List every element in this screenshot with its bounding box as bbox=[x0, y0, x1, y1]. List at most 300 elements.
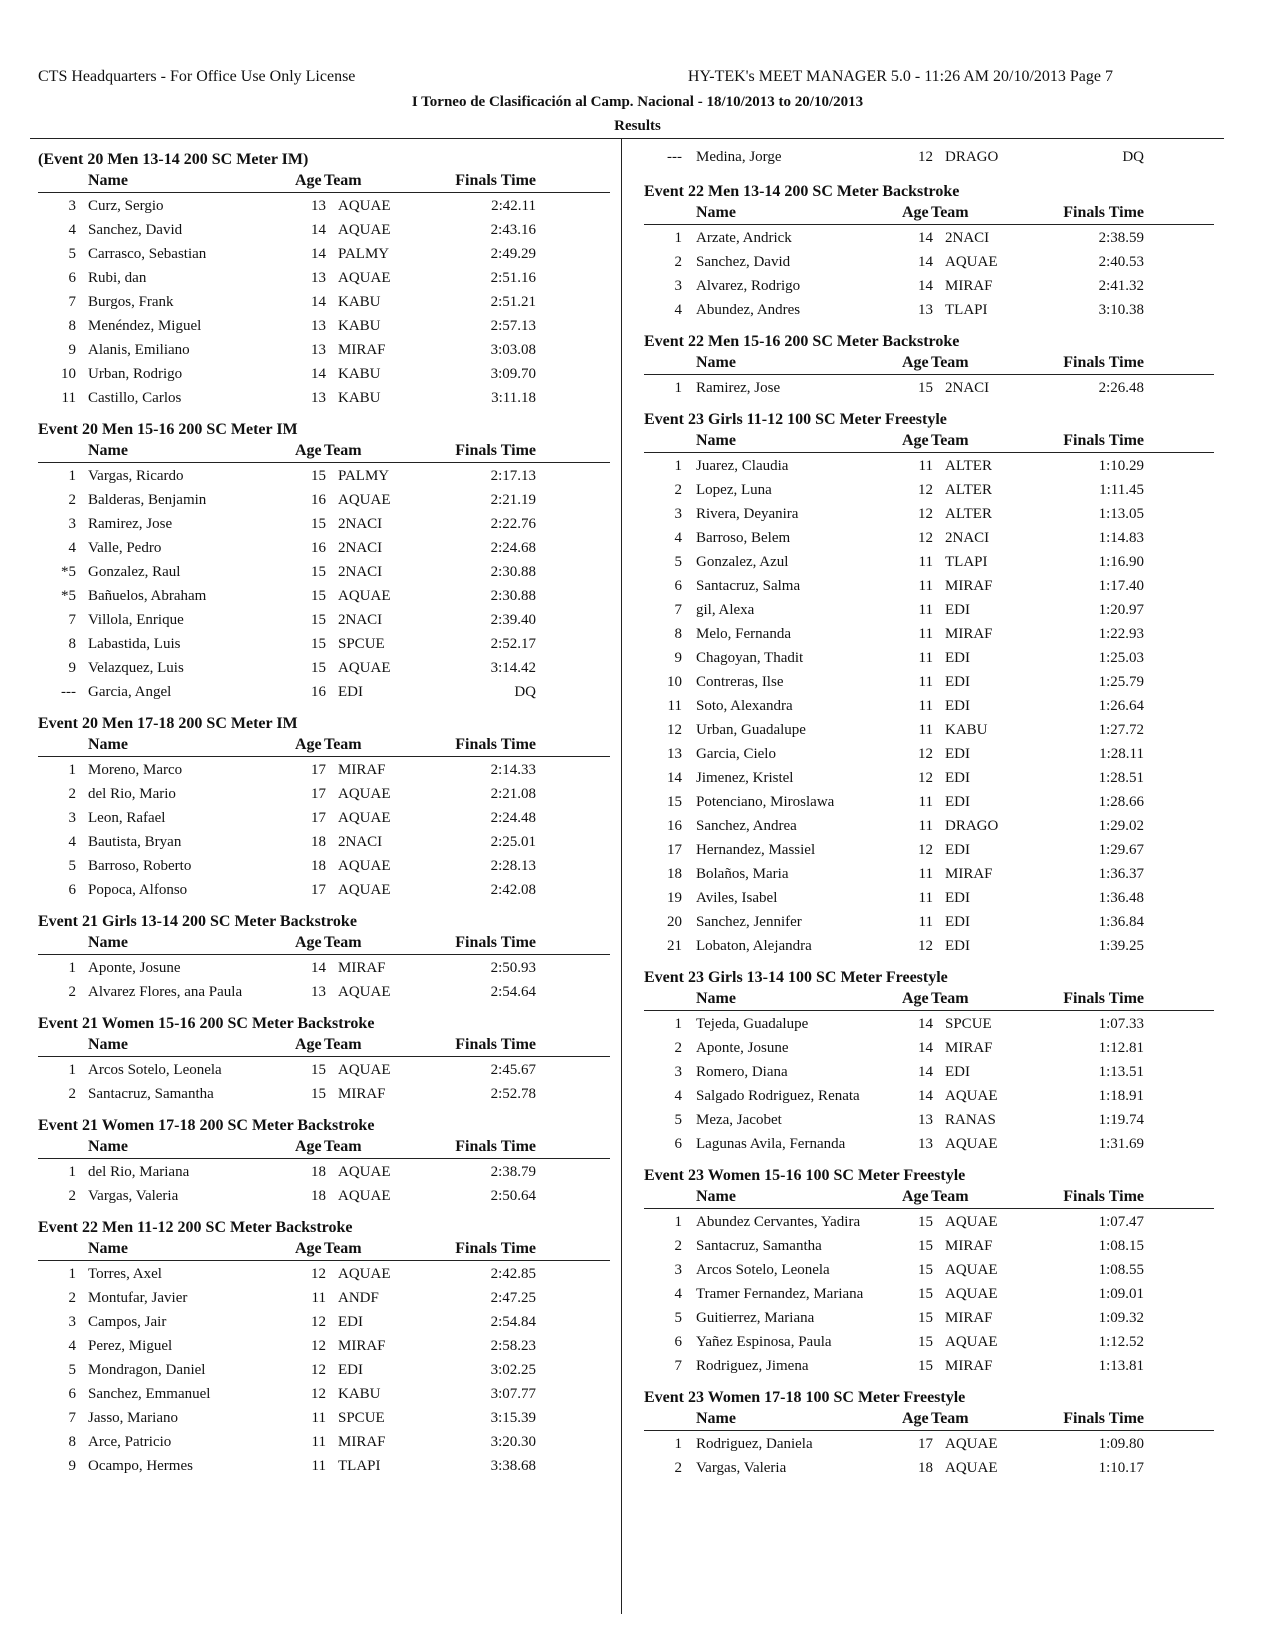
age: 15 bbox=[311, 612, 326, 628]
place: 5 bbox=[674, 1112, 682, 1128]
place: 3 bbox=[674, 1064, 682, 1080]
result-row bbox=[38, 1160, 610, 1184]
swimmer-name: Sanchez, David bbox=[696, 254, 791, 270]
team: AQUAE bbox=[338, 1164, 391, 1180]
swimmer-name: Popoca, Alfonso bbox=[88, 882, 188, 898]
team: AQUAE bbox=[338, 492, 391, 508]
team: AQUAE bbox=[338, 1062, 391, 1078]
header-finals-time: Finals Time bbox=[455, 172, 536, 189]
age: 14 bbox=[918, 1064, 933, 1080]
header-name: Name bbox=[88, 1138, 128, 1155]
finals-time: 2:52.17 bbox=[490, 636, 536, 652]
team: AQUAE bbox=[338, 810, 391, 826]
swimmer-name: Garcia, Cielo bbox=[696, 746, 776, 762]
finals-time: 2:38.79 bbox=[490, 1164, 536, 1180]
result-row bbox=[38, 1406, 610, 1430]
finals-time: 2:42.85 bbox=[490, 1266, 536, 1282]
place: 11 bbox=[61, 390, 76, 406]
finals-time: 2:50.93 bbox=[490, 960, 536, 976]
swimmer-name: Potenciano, Miroslawa bbox=[696, 794, 835, 810]
result-row bbox=[38, 1058, 610, 1082]
swimmer-name: Chagoyan, Thadit bbox=[696, 650, 804, 666]
header-finals-time: Finals Time bbox=[455, 442, 536, 459]
team: PALMY bbox=[338, 246, 390, 262]
result-row bbox=[38, 338, 610, 362]
header-age: Age bbox=[902, 204, 929, 221]
finals-time: 2:21.08 bbox=[490, 786, 536, 802]
result-row bbox=[38, 1184, 610, 1208]
finals-time: 1:07.47 bbox=[1098, 1214, 1144, 1230]
place: 1 bbox=[68, 468, 76, 484]
result-row bbox=[644, 1234, 1224, 1258]
age: 12 bbox=[918, 149, 933, 165]
age: 12 bbox=[311, 1266, 326, 1282]
event-block bbox=[38, 1010, 610, 1106]
result-row bbox=[38, 1454, 610, 1478]
swimmer-name: del Rio, Mariana bbox=[88, 1164, 190, 1180]
finals-time: 1:13.81 bbox=[1098, 1358, 1144, 1374]
team: ALTER bbox=[945, 458, 992, 474]
header-age: Age bbox=[902, 354, 929, 371]
swimmer-name: Aponte, Josune bbox=[696, 1040, 789, 1056]
team: RANAS bbox=[945, 1112, 996, 1128]
result-row bbox=[38, 266, 610, 290]
age: 14 bbox=[918, 1088, 933, 1104]
finals-time: 2:47.25 bbox=[490, 1290, 536, 1306]
team: EDI bbox=[945, 698, 970, 714]
header-age: Age bbox=[295, 172, 322, 189]
finals-time: 1:10.29 bbox=[1098, 458, 1144, 474]
finals-time: 2:43.16 bbox=[490, 222, 536, 238]
finals-time: 1:13.05 bbox=[1098, 506, 1144, 522]
age: 12 bbox=[918, 506, 933, 522]
swimmer-name: Meza, Jacobet bbox=[696, 1112, 782, 1128]
place: 3 bbox=[674, 1262, 682, 1278]
swimmer-name: Lobaton, Alejandra bbox=[696, 938, 812, 954]
event-title: Event 20 Men 17-18 200 SC Meter IM bbox=[38, 715, 298, 732]
swimmer-name: Lopez, Luna bbox=[696, 482, 772, 498]
finals-time: 2:38.59 bbox=[1098, 230, 1144, 246]
finals-time: 2:24.48 bbox=[490, 810, 536, 826]
place: 1 bbox=[674, 1016, 682, 1032]
team: AQUAE bbox=[338, 1188, 391, 1204]
result-row bbox=[38, 608, 610, 632]
age: 12 bbox=[311, 1338, 326, 1354]
finals-time: 1:17.40 bbox=[1098, 578, 1144, 594]
team: MIRAF bbox=[945, 278, 993, 294]
result-row bbox=[644, 790, 1224, 814]
event-title: Event 20 Men 15-16 200 SC Meter IM bbox=[38, 421, 298, 438]
header-name: Name bbox=[696, 990, 736, 1007]
age: 11 bbox=[311, 1434, 326, 1450]
event-block bbox=[644, 1162, 1224, 1378]
team: DRAGO bbox=[945, 818, 999, 834]
age: 15 bbox=[918, 1214, 933, 1230]
team: ANDF bbox=[338, 1290, 379, 1306]
left-column bbox=[38, 146, 610, 1478]
result-row bbox=[38, 782, 610, 806]
place: 1 bbox=[68, 1164, 76, 1180]
header-age: Age bbox=[295, 1036, 322, 1053]
header-team: Team bbox=[324, 1240, 362, 1257]
finals-time: 1:28.51 bbox=[1098, 770, 1144, 786]
swimmer-name: Abundez, Andres bbox=[696, 302, 801, 318]
result-row bbox=[644, 886, 1224, 910]
swimmer-name: Bautista, Bryan bbox=[88, 834, 182, 850]
result-row bbox=[644, 742, 1224, 766]
result-row bbox=[38, 878, 610, 902]
column-header bbox=[644, 432, 1224, 454]
header-team: Team bbox=[931, 432, 969, 449]
age: 15 bbox=[311, 468, 326, 484]
finals-time: 2:57.13 bbox=[490, 318, 536, 334]
team: EDI bbox=[945, 770, 970, 786]
swimmer-name: Carrasco, Sebastian bbox=[88, 246, 207, 262]
team: ALTER bbox=[945, 506, 992, 522]
team: KABU bbox=[338, 366, 381, 382]
team: ALTER bbox=[945, 482, 992, 498]
swimmer-name: Abundez Cervantes, Yadira bbox=[696, 1214, 861, 1230]
finals-time: DQ bbox=[1122, 149, 1144, 165]
event-title: Event 23 Girls 13-14 100 SC Meter Freestyle bbox=[644, 969, 948, 986]
event-block bbox=[38, 1112, 610, 1208]
swimmer-name: Campos, Jair bbox=[88, 1314, 167, 1330]
place: 2 bbox=[674, 1460, 682, 1476]
header-finals-time: Finals Time bbox=[455, 1036, 536, 1053]
place: 21 bbox=[667, 938, 682, 954]
team: AQUAE bbox=[338, 1266, 391, 1282]
result-row bbox=[38, 290, 610, 314]
team: AQUAE bbox=[945, 1262, 998, 1278]
place: 2 bbox=[674, 1040, 682, 1056]
swimmer-name: Villola, Enrique bbox=[88, 612, 184, 628]
place: 6 bbox=[68, 270, 76, 286]
column-header bbox=[38, 1036, 610, 1058]
swimmer-name: Menéndez, Miguel bbox=[88, 318, 202, 334]
column-header bbox=[38, 1138, 610, 1160]
place: 4 bbox=[674, 1286, 682, 1302]
finals-time: 1:36.37 bbox=[1098, 866, 1144, 882]
finals-time: 1:19.74 bbox=[1098, 1112, 1144, 1128]
age: 18 bbox=[311, 1188, 326, 1204]
column-header bbox=[644, 1188, 1224, 1210]
result-row bbox=[644, 1210, 1224, 1234]
finals-time: 3:20.30 bbox=[490, 1434, 536, 1450]
finals-time: 1:36.84 bbox=[1098, 914, 1144, 930]
swimmer-name: Arcos Sotelo, Leonela bbox=[88, 1062, 222, 1078]
age: 13 bbox=[311, 390, 326, 406]
swimmer-name: Ramirez, Jose bbox=[88, 516, 173, 532]
place: 6 bbox=[674, 1334, 682, 1350]
team: 2NACI bbox=[338, 516, 383, 532]
age: 14 bbox=[918, 1016, 933, 1032]
team: SPCUE bbox=[945, 1016, 992, 1032]
age: 13 bbox=[918, 1112, 933, 1128]
place: 1 bbox=[674, 230, 682, 246]
swimmer-name: Rubi, dan bbox=[88, 270, 147, 286]
swimmer-name: Hernandez, Massiel bbox=[696, 842, 816, 858]
place: 10 bbox=[667, 674, 682, 690]
header-age: Age bbox=[295, 736, 322, 753]
age: 17 bbox=[311, 882, 326, 898]
team: MIRAF bbox=[945, 1310, 993, 1326]
header-age: Age bbox=[902, 432, 929, 449]
header-name: Name bbox=[88, 934, 128, 951]
result-row bbox=[644, 250, 1224, 274]
team: DRAGO bbox=[945, 149, 999, 165]
place: 9 bbox=[68, 1458, 76, 1474]
finals-time: 2:30.88 bbox=[490, 564, 536, 580]
result-row bbox=[38, 1382, 610, 1406]
finals-time: 2:41.32 bbox=[1098, 278, 1144, 294]
event-title: Event 23 Girls 11-12 100 SC Meter Freestyle bbox=[644, 411, 947, 428]
result-row bbox=[38, 632, 610, 656]
finals-time: 1:09.01 bbox=[1098, 1286, 1144, 1302]
age: 14 bbox=[311, 960, 326, 976]
finals-time: 2:22.76 bbox=[490, 516, 536, 532]
team: AQUAE bbox=[338, 858, 391, 874]
team: AQUAE bbox=[945, 1460, 998, 1476]
place: 8 bbox=[674, 626, 682, 642]
swimmer-name: Guitierrez, Mariana bbox=[696, 1310, 815, 1326]
place: 4 bbox=[68, 1338, 76, 1354]
age: 11 bbox=[918, 626, 933, 642]
age: 16 bbox=[311, 492, 326, 508]
swimmer-name: Sanchez, Emmanuel bbox=[88, 1386, 211, 1402]
place: 5 bbox=[674, 1310, 682, 1326]
place: 2 bbox=[674, 254, 682, 270]
event-block bbox=[644, 406, 1224, 958]
finals-time: 1:28.66 bbox=[1098, 794, 1144, 810]
swimmer-name: Valle, Pedro bbox=[88, 540, 162, 556]
team: TLAPI bbox=[945, 554, 988, 570]
team: MIRAF bbox=[338, 960, 386, 976]
result-row bbox=[644, 646, 1224, 670]
place: 1 bbox=[68, 762, 76, 778]
team: MIRAF bbox=[945, 1040, 993, 1056]
age: 13 bbox=[311, 270, 326, 286]
age: 11 bbox=[918, 866, 933, 882]
swimmer-name: Jasso, Mariano bbox=[88, 1410, 178, 1426]
age: 15 bbox=[918, 1262, 933, 1278]
team: EDI bbox=[945, 1064, 970, 1080]
team: AQUAE bbox=[945, 1334, 998, 1350]
result-row bbox=[644, 226, 1224, 250]
place: 2 bbox=[68, 1188, 76, 1204]
finals-time: 3:09.70 bbox=[490, 366, 536, 382]
result-row bbox=[38, 680, 610, 704]
header-underline bbox=[38, 1056, 610, 1057]
header-age: Age bbox=[902, 1188, 929, 1205]
finals-time: 1:25.03 bbox=[1098, 650, 1144, 666]
header-name: Name bbox=[88, 736, 128, 753]
result-row bbox=[38, 584, 610, 608]
swimmer-name: Sanchez, David bbox=[88, 222, 183, 238]
age: 14 bbox=[311, 294, 326, 310]
result-row bbox=[38, 242, 610, 266]
header-name: Name bbox=[88, 1036, 128, 1053]
swimmer-name: Leon, Rafael bbox=[88, 810, 166, 826]
place: 6 bbox=[674, 1136, 682, 1152]
result-row bbox=[644, 1282, 1224, 1306]
age: 17 bbox=[918, 1436, 933, 1452]
place: 3 bbox=[68, 1314, 76, 1330]
finals-time: 3:38.68 bbox=[490, 1458, 536, 1474]
place: 20 bbox=[667, 914, 682, 930]
finals-time: 2:42.11 bbox=[491, 198, 536, 214]
finals-time: 1:10.17 bbox=[1098, 1460, 1144, 1476]
finals-time: 2:14.33 bbox=[490, 762, 536, 778]
swimmer-name: Balderas, Benjamin bbox=[88, 492, 207, 508]
finals-time: 1:16.90 bbox=[1098, 554, 1144, 570]
column-header bbox=[38, 172, 610, 194]
swimmer-name: Yañez Espinosa, Paula bbox=[696, 1334, 832, 1350]
place: 4 bbox=[674, 302, 682, 318]
team: AQUAE bbox=[338, 984, 391, 1000]
finals-time: 2:58.23 bbox=[490, 1338, 536, 1354]
age: 17 bbox=[311, 762, 326, 778]
age: 13 bbox=[918, 1136, 933, 1152]
age: 14 bbox=[918, 278, 933, 294]
finals-time: 1:36.48 bbox=[1098, 890, 1144, 906]
swimmer-name: Rodriguez, Daniela bbox=[696, 1436, 813, 1452]
age: 15 bbox=[311, 564, 326, 580]
swimmer-name: Urban, Rodrigo bbox=[88, 366, 183, 382]
header-name: Name bbox=[88, 172, 128, 189]
finals-time: 1:25.79 bbox=[1098, 674, 1144, 690]
column-header bbox=[38, 736, 610, 758]
result-row bbox=[644, 934, 1224, 958]
swimmer-name: Lagunas Avila, Fernanda bbox=[696, 1136, 846, 1152]
result-row bbox=[644, 694, 1224, 718]
event-title: Event 21 Women 17-18 200 SC Meter Backstroke bbox=[38, 1117, 375, 1134]
result-row bbox=[644, 274, 1224, 298]
age: 13 bbox=[311, 318, 326, 334]
place: 8 bbox=[68, 1434, 76, 1450]
finals-time: 2:51.16 bbox=[490, 270, 536, 286]
finals-time: 2:40.53 bbox=[1098, 254, 1144, 270]
place: 7 bbox=[68, 1410, 76, 1426]
finals-time: 1:12.81 bbox=[1098, 1040, 1144, 1056]
age: 15 bbox=[311, 1086, 326, 1102]
event-block bbox=[644, 178, 1224, 322]
swimmer-name: Romero, Diana bbox=[696, 1064, 788, 1080]
place: 4 bbox=[674, 1088, 682, 1104]
age: 15 bbox=[918, 1238, 933, 1254]
header-age: Age bbox=[295, 1138, 322, 1155]
finals-time: 1:08.15 bbox=[1098, 1238, 1144, 1254]
software-info: HY-TEK's MEET MANAGER 5.0 - 11:26 AM 20/10/2013 Page 7 bbox=[687, 68, 1113, 85]
age: 11 bbox=[918, 458, 933, 474]
finals-time: 2:30.88 bbox=[490, 588, 536, 604]
place: 13 bbox=[667, 746, 682, 762]
finals-time: 3:11.18 bbox=[491, 390, 536, 406]
header-finals-time: Finals Time bbox=[455, 1240, 536, 1257]
team: EDI bbox=[945, 746, 970, 762]
swimmer-name: Castillo, Carlos bbox=[88, 390, 182, 406]
event-block bbox=[38, 146, 610, 410]
age: 14 bbox=[311, 246, 326, 262]
place: 15 bbox=[667, 794, 682, 810]
swimmer-name: Santacruz, Samantha bbox=[88, 1086, 214, 1102]
age: 15 bbox=[311, 1062, 326, 1078]
team: AQUAE bbox=[338, 882, 391, 898]
result-row bbox=[38, 758, 610, 782]
finals-time: 1:29.67 bbox=[1098, 842, 1144, 858]
swimmer-name: Alvarez, Rodrigo bbox=[696, 278, 801, 294]
header-underline bbox=[38, 1158, 610, 1159]
right-column bbox=[644, 146, 1224, 1480]
place: 2 bbox=[68, 984, 76, 1000]
result-row bbox=[644, 298, 1224, 322]
swimmer-name: Melo, Fernanda bbox=[696, 626, 791, 642]
result-row bbox=[644, 550, 1224, 574]
swimmer-name: Santacruz, Samantha bbox=[696, 1238, 822, 1254]
place: *5 bbox=[61, 564, 76, 580]
age: 14 bbox=[918, 254, 933, 270]
finals-time: 3:03.08 bbox=[490, 342, 536, 358]
swimmer-name: Tejeda, Guadalupe bbox=[696, 1016, 809, 1032]
finals-time: 2:52.78 bbox=[490, 1086, 536, 1102]
place: 16 bbox=[667, 818, 682, 834]
swimmer-name: Montufar, Javier bbox=[88, 1290, 188, 1306]
age: 11 bbox=[311, 1458, 326, 1474]
result-row bbox=[38, 1358, 610, 1382]
age: 14 bbox=[918, 230, 933, 246]
team: EDI bbox=[338, 1362, 363, 1378]
header-team: Team bbox=[931, 1410, 969, 1427]
age: 18 bbox=[311, 1164, 326, 1180]
team: 2NACI bbox=[338, 564, 383, 580]
swimmer-name: Soto, Alexandra bbox=[696, 698, 793, 714]
license-text: CTS Headquarters - For Office Use Only License bbox=[38, 68, 356, 85]
swimmer-name: Rivera, Deyanira bbox=[696, 506, 799, 522]
age: 12 bbox=[918, 482, 933, 498]
finals-time: 2:24.68 bbox=[490, 540, 536, 556]
team: EDI bbox=[338, 1314, 363, 1330]
header-age: Age bbox=[295, 934, 322, 951]
finals-time: 2:17.13 bbox=[490, 468, 536, 484]
team: TLAPI bbox=[338, 1458, 381, 1474]
place: 5 bbox=[68, 858, 76, 874]
swimmer-name: Curz, Sergio bbox=[88, 198, 164, 214]
header-finals-time: Finals Time bbox=[455, 934, 536, 951]
place: 19 bbox=[667, 890, 682, 906]
column-header bbox=[644, 354, 1224, 376]
result-row bbox=[644, 478, 1224, 502]
place: 1 bbox=[674, 458, 682, 474]
place: 17 bbox=[667, 842, 682, 858]
place: *5 bbox=[61, 588, 76, 604]
header-name: Name bbox=[696, 354, 736, 371]
column-divider bbox=[621, 138, 622, 1614]
finals-time: 1:09.32 bbox=[1098, 1310, 1144, 1326]
team: KABU bbox=[338, 1386, 381, 1402]
event-title: Event 21 Women 15-16 200 SC Meter Backstroke bbox=[38, 1015, 375, 1032]
age: 11 bbox=[918, 650, 933, 666]
place: 9 bbox=[68, 660, 76, 676]
result-row bbox=[38, 314, 610, 338]
column-header bbox=[644, 204, 1224, 226]
team: MIRAF bbox=[338, 342, 386, 358]
result-row bbox=[644, 1456, 1224, 1480]
team: AQUAE bbox=[945, 254, 998, 270]
swimmer-name: Alanis, Emiliano bbox=[88, 342, 190, 358]
team: AQUAE bbox=[338, 270, 391, 286]
age: 13 bbox=[311, 342, 326, 358]
swimmer-name: Gonzalez, Raul bbox=[88, 564, 181, 580]
header-underline bbox=[38, 954, 610, 955]
